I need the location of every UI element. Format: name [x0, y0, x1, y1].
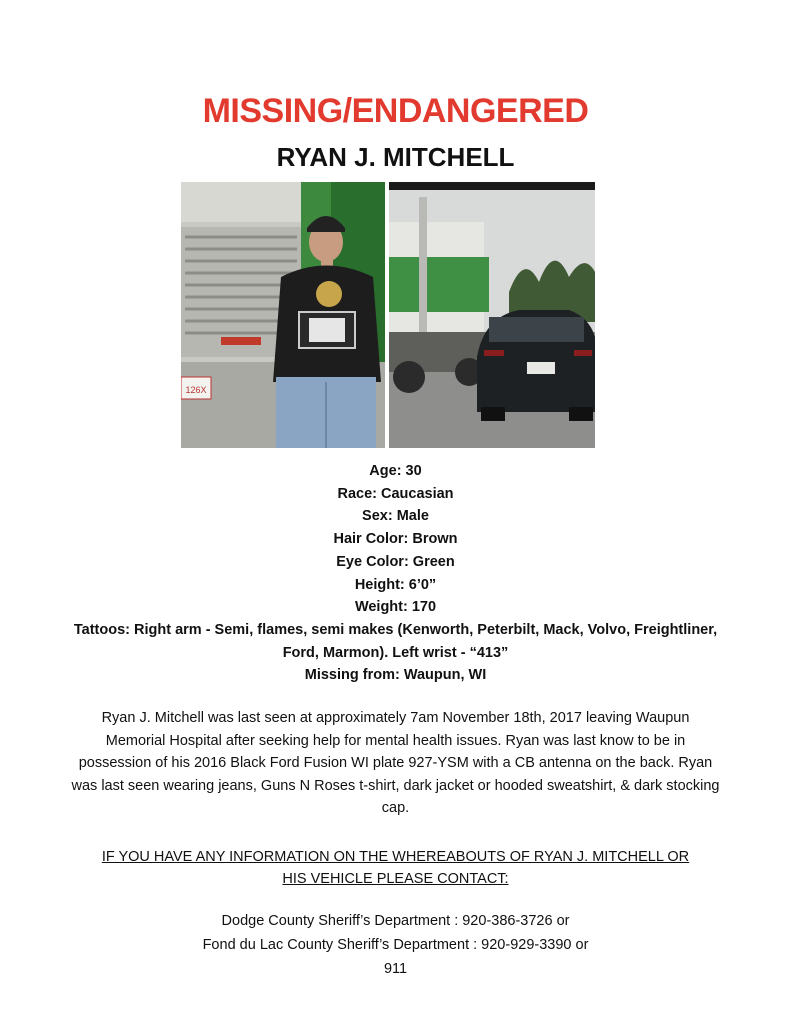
detail-eye-color: Eye Color: Green [336, 553, 455, 570]
license-plate-text: 126X [185, 385, 207, 395]
detail-missing-from: Missing from: Waupun, WI [304, 667, 487, 684]
contact-heading: IF YOU HAVE ANY INFORMATION ON THE WHEREABOUTS OF RYAN J. MITCHELL OR HIS VEHICLE PLEASE CONTACT: [101, 849, 690, 887]
person-with-truck-photo-icon [181, 182, 385, 448]
contact-fond-du-lac-county: Fond du Lac County Sheriff’s Department : 920-929-3390 or [202, 937, 589, 953]
detail-race: Race: Caucasian [337, 485, 454, 502]
contact-list [0, 909, 791, 981]
detail-hair-color: Hair Color: Brown [333, 531, 458, 548]
headline: MISSING/ENDANGERED [202, 92, 589, 130]
vehicle-photo [389, 182, 595, 448]
contact-dodge-county: Dodge County Sheriff’s Department : 920-386-3726 or [221, 913, 570, 929]
detail-tattoos: Tattoos: Right arm - Semi, flames, semi makes (Kenworth, Peterbilt, Mack, Volvo, Freightliner, Ford, Marmon). Left wrist - “413” [73, 621, 718, 661]
contact-911: 911 [383, 961, 408, 977]
person-details [0, 460, 791, 687]
person-photo [181, 182, 385, 448]
description-paragraph: Ryan J. Mitchell was last seen at approximately 7am November 18th, 2017 leaving Waupun Memorial Hospital after seeking help for mental health issues. Ryan was last know to be in possession of his 2016 Black Ford Fusion WI plate 927-YSM with a CB antenna on the back. Ryan was last seen wearing jeans, Guns N Roses t-shirt, dark jacket or hooded sweatshirt, & dark stocking cap. [71, 710, 720, 816]
black-car-and-truck-photo-icon [389, 182, 595, 448]
person-name: RYAN J. MITCHELL [276, 142, 515, 172]
detail-sex: Sex: Male [362, 508, 429, 525]
detail-weight: Weight: 170 [354, 599, 437, 616]
detail-height: Height: 6’0” [354, 576, 437, 593]
detail-age: Age: 30 [369, 463, 422, 479]
